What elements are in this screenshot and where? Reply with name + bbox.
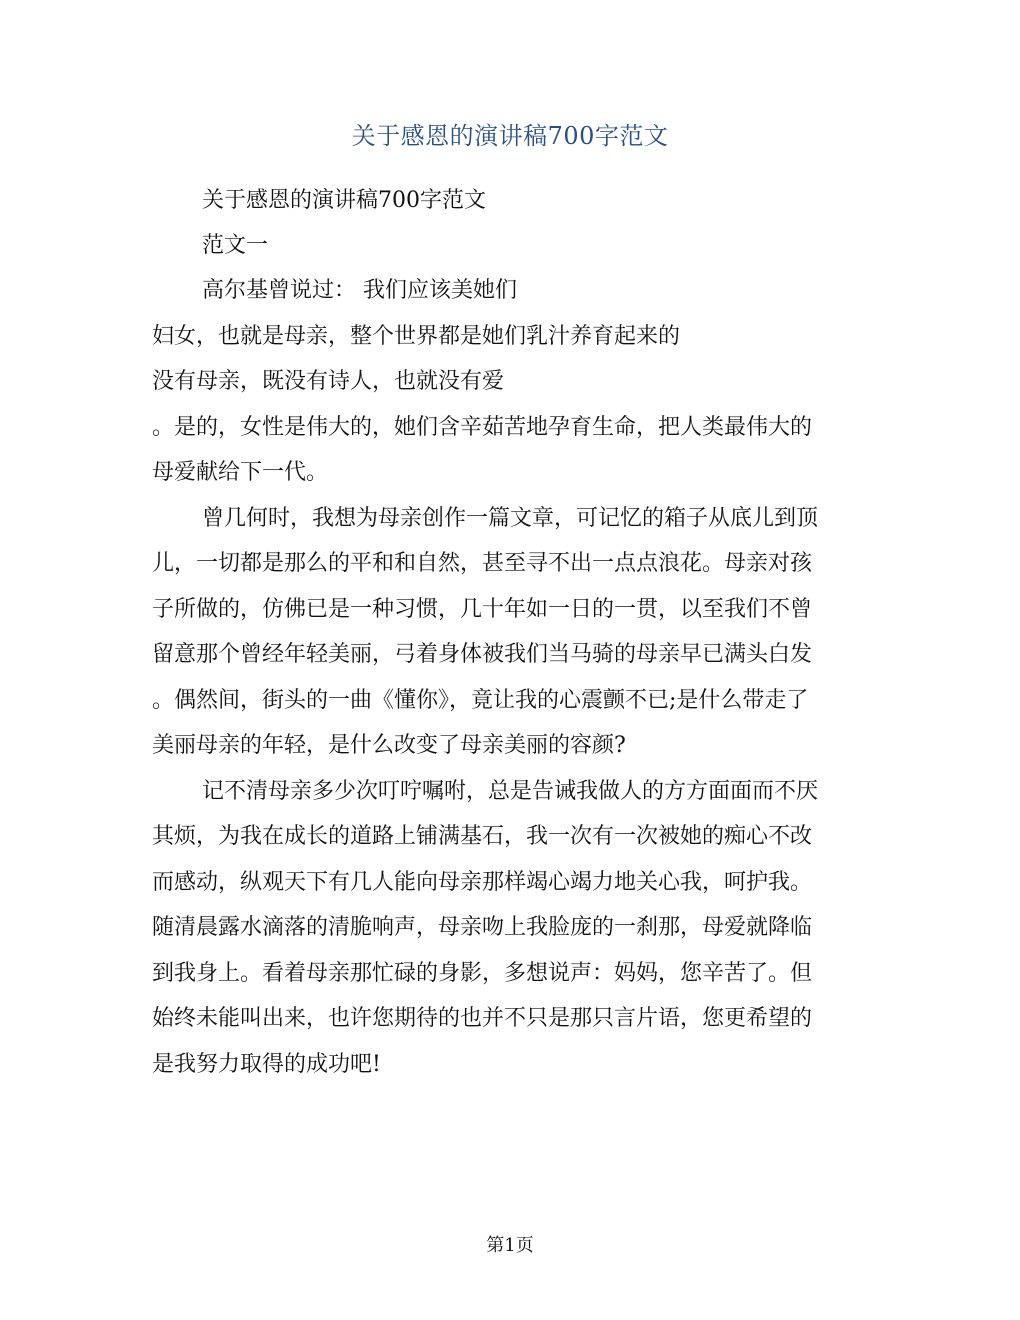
doc-line: 没有母亲，既没有诗人，也就没有爱 (152, 369, 505, 394)
doc-line: 。偶然间，街头的一曲《懂你》，竟让我的心震颤不已;是什么带走了 (152, 688, 809, 713)
doc-line: 美丽母亲的年轻，是什么改变了母亲美丽的容颜? (152, 733, 626, 758)
doc-line: 随清晨露水滴落的清脆响声，母亲吻上我脸庞的一刹那，母爱就降临 (152, 915, 813, 940)
doc-line-section-label: 范文一 (202, 233, 269, 258)
doc-line: 到我身上。看着母亲那忙碌的身影，多想说声：妈妈，您辛苦了。但 (152, 961, 813, 986)
page-number: 第1页 (486, 1235, 534, 1256)
doc-line: 记不清母亲多少次叮咛嘱咐，总是告诫我做人的方方面面而不厌 (202, 779, 819, 804)
doc-line: 始终未能叫出来，也许您期待的也并不只是那只言片语，您更希望的 (152, 1006, 813, 1031)
doc-line: 子所做的，仿佛已是一种习惯，几十年如一日的一贯，以至我们不曾 (152, 597, 813, 622)
doc-line: 母爱献给下一代。 (152, 460, 329, 485)
doc-line: 。是的，女性是伟大的，她们含辛茹苦地孕育生命，把人类最伟大的 (152, 415, 813, 440)
doc-line: 是我努力取得的成功吧! (152, 1052, 381, 1077)
doc-line-heading: 关于感恩的演讲稿700字范文 (202, 188, 486, 213)
doc-line: 曾几何时，我想为母亲创作一篇文章，可记忆的箱子从底儿到顶 (202, 506, 819, 531)
document-title: 关于感恩的演讲稿700字范文 (351, 122, 669, 150)
doc-line: 妇女，也就是母亲，整个世界都是她们乳汁养育起来的 (152, 324, 681, 349)
doc-line: 儿，一切都是那么的平和和自然，甚至寻不出一点点浪花。母亲对孩 (152, 551, 813, 576)
doc-line: 其烦，为我在成长的道路上铺满基石，我一次有一次被她的痴心不改 (152, 824, 813, 849)
doc-line: 留意那个曾经年轻美丽，弓着身体被我们当马骑的母亲早已满头白发 (152, 642, 813, 667)
doc-line: 高尔基曾说过： 我们应该美她们 (202, 278, 517, 303)
doc-line: 而感动，纵观天下有几人能向母亲那样竭心竭力地关心我，呵护我。 (152, 870, 813, 895)
